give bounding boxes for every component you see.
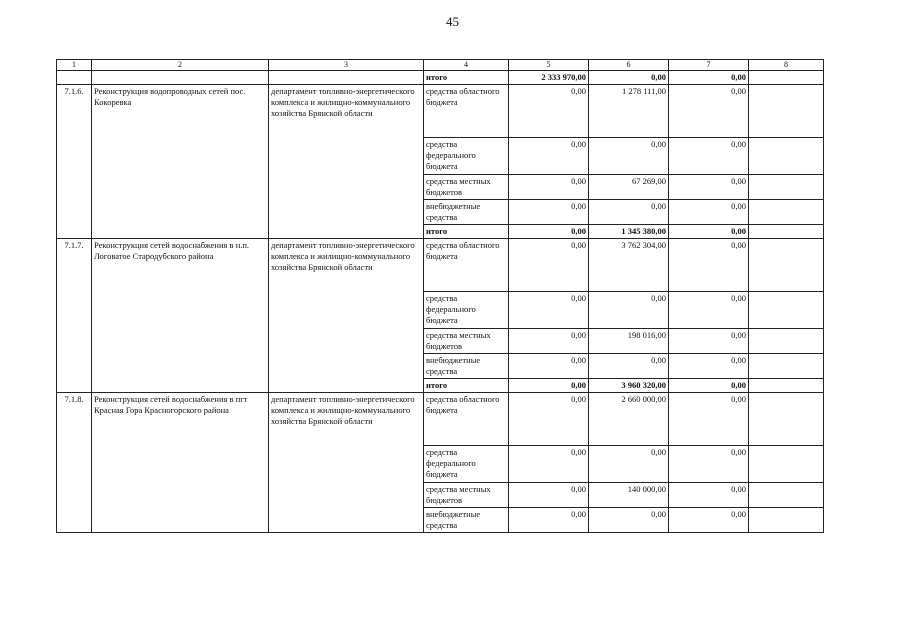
project-number: 7.1.6. [57, 85, 92, 239]
amount-cell: 67 269,00 [589, 175, 669, 200]
amount-cell [749, 483, 824, 508]
amount-cell [749, 393, 824, 446]
project-name: Реконструкция водопроводных сетей пос. Кокоревка [92, 85, 269, 239]
amount-cell [749, 354, 824, 379]
funding-source: внебюджетные средства [424, 200, 509, 225]
empty-cell [269, 71, 424, 85]
amount-cell [749, 329, 824, 354]
amount-cell: 0,00 [509, 508, 589, 533]
column-header: 3 [269, 60, 424, 71]
budget-table [56, 59, 824, 533]
project-department: департамент топливно-энергетического комплекса и жилищно-коммунального хозяйства Брянской области [269, 393, 424, 533]
funding-source: средства областного бюджета [424, 239, 509, 292]
amount-cell: 0,00 [669, 200, 749, 225]
amount-cell: 0,00 [589, 138, 669, 175]
amount-cell: 1 345 380,00 [589, 225, 669, 239]
amount-cell [749, 71, 824, 85]
project-number: 7.1.8. [57, 393, 92, 533]
funding-source: средства местных бюджетов [424, 329, 509, 354]
column-header: 4 [424, 60, 509, 71]
column-header-row [57, 60, 824, 71]
amount-cell: 0,00 [509, 446, 589, 483]
funding-source: средства местных бюджетов [424, 483, 509, 508]
amount-cell: 0,00 [589, 446, 669, 483]
amount-cell: 0,00 [669, 71, 749, 85]
amount-cell: 140 000,00 [589, 483, 669, 508]
amount-cell: 0,00 [669, 483, 749, 508]
amount-cell: 0,00 [669, 85, 749, 138]
amount-cell: 0,00 [589, 508, 669, 533]
project-name: Реконструкция сетей водоснабжения в пгт Красная Гора Красногорского района [92, 393, 269, 533]
amount-cell: 0,00 [509, 200, 589, 225]
amount-cell: 0,00 [589, 354, 669, 379]
project-name: Реконструкция сетей водоснабжения в н.п. Логоватое Стародубского района [92, 239, 269, 393]
amount-cell: 3 960 320,00 [589, 379, 669, 393]
amount-cell: 0,00 [669, 225, 749, 239]
amount-cell [749, 292, 824, 329]
column-header: 6 [589, 60, 669, 71]
amount-cell: 0,00 [669, 354, 749, 379]
amount-cell: 0,00 [509, 379, 589, 393]
amount-cell: 0,00 [509, 393, 589, 446]
funding-source: средства федерального бюджета [424, 138, 509, 175]
amount-cell [749, 239, 824, 292]
project-department: департамент топливно-энергетического комплекса и жилищно-коммунального хозяйства Брянской области [269, 85, 424, 239]
amount-cell [749, 138, 824, 175]
amount-cell: 1 278 111,00 [589, 85, 669, 138]
amount-cell: 0,00 [589, 71, 669, 85]
amount-cell: 0,00 [669, 379, 749, 393]
table-row [57, 239, 824, 292]
column-header: 1 [57, 60, 92, 71]
amount-cell: 0,00 [509, 292, 589, 329]
amount-cell: 0,00 [669, 329, 749, 354]
table-row [57, 393, 824, 446]
funding-source: внебюджетные средства [424, 508, 509, 533]
column-header: 5 [509, 60, 589, 71]
amount-cell: 0,00 [669, 508, 749, 533]
funding-source: средства федерального бюджета [424, 446, 509, 483]
funding-source: средства федерального бюджета [424, 292, 509, 329]
funding-source: внебюджетные средства [424, 354, 509, 379]
amount-cell: 0,00 [509, 329, 589, 354]
project-department: департамент топливно-энергетического комплекса и жилищно-коммунального хозяйства Брянской области [269, 239, 424, 393]
amount-cell: 0,00 [509, 239, 589, 292]
amount-cell: 3 762 304,00 [589, 239, 669, 292]
amount-cell [749, 508, 824, 533]
funding-source: средства областного бюджета [424, 393, 509, 446]
amount-cell: 0,00 [669, 175, 749, 200]
funding-source: средства областного бюджета [424, 85, 509, 138]
budget-table-container [56, 59, 823, 533]
total-label: итого [424, 379, 509, 393]
amount-cell [749, 379, 824, 393]
amount-cell: 0,00 [669, 239, 749, 292]
amount-cell: 2 333 970,00 [509, 71, 589, 85]
page-number: 45 [446, 14, 459, 29]
amount-cell [749, 225, 824, 239]
amount-cell [749, 175, 824, 200]
amount-cell: 0,00 [589, 200, 669, 225]
amount-cell: 0,00 [589, 292, 669, 329]
empty-cell [92, 71, 269, 85]
amount-cell: 0,00 [669, 446, 749, 483]
amount-cell: 0,00 [509, 354, 589, 379]
column-header: 8 [749, 60, 824, 71]
amount-cell [749, 446, 824, 483]
total-label: итого [424, 225, 509, 239]
amount-cell [749, 85, 824, 138]
amount-cell: 0,00 [669, 138, 749, 175]
column-header: 2 [92, 60, 269, 71]
amount-cell: 0,00 [509, 483, 589, 508]
empty-cell [57, 71, 92, 85]
amount-cell: 0,00 [509, 175, 589, 200]
amount-cell [749, 200, 824, 225]
amount-cell: 2 660 000,00 [589, 393, 669, 446]
project-number: 7.1.7. [57, 239, 92, 393]
amount-cell: 0,00 [509, 225, 589, 239]
amount-cell: 198 016,00 [589, 329, 669, 354]
amount-cell: 0,00 [509, 85, 589, 138]
total-label: итого [424, 71, 509, 85]
carryover-total-row [57, 71, 824, 85]
column-header: 7 [669, 60, 749, 71]
funding-source: средства местных бюджетов [424, 175, 509, 200]
amount-cell: 0,00 [669, 393, 749, 446]
amount-cell: 0,00 [509, 138, 589, 175]
amount-cell: 0,00 [669, 292, 749, 329]
table-row [57, 85, 824, 138]
